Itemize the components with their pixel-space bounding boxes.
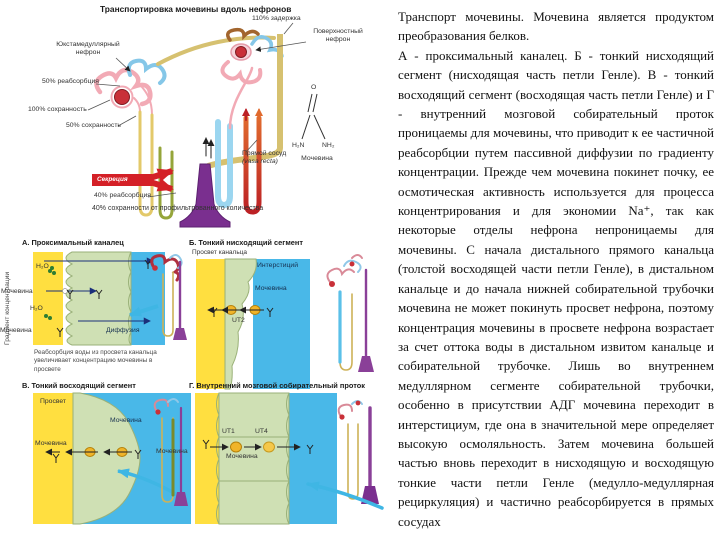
- vasa-recta-latin-label: (vasa recta): [242, 158, 278, 165]
- description-text: [398, 7, 714, 531]
- panel-g-title: Г. Внутренний мозговой собирательный проток: [189, 381, 365, 390]
- diagram-title: Транспортировка мочевины вдоль нефронов: [100, 4, 292, 14]
- urea-molecule-nh2: NH₂: [322, 142, 335, 149]
- panel-a-urea-label-1: Мочевина: [1, 288, 33, 295]
- vasa-recta-label: Прямой сосуд: [242, 150, 287, 157]
- reabsorption-40-label: 40% реабсорбция: [94, 192, 151, 199]
- panel-v-title: В. Тонкий восходящий сегмент: [22, 381, 136, 390]
- description-paragraph-2: А - проксимальный каналец. Б - тонкий нисходящий сегмент (нисходящая часть петли Генле). В - тонкий восходящий сегмент (восходящая часть петли Генле) и Г - внутренний мозговой собирательный проток проницаемы для мочевины, что приводит к ее частичной реабсорбции путем пассивной диффузии по градиенту концентрации. Прежде чем мочевина покинет почку, ее осмотическая активность используется для процесса концентрирования и для экономии Na⁺, так как некоторые отделы нефрона непроницаемы для мочевины. С начала дистального прямого канальца (толстой восходящей части петли Генле), в дистальном канальце и до начала нижней собирательной трубочки мочевина не может покинуть просвет нефрона, поэтому концентрация мочевины в просвете нефрона возрастает за счет оттока воды в дистальном извитом канальце и собирательной трубочке. Лишь во внутреннем медуллярном сегменте собирательной трубочки, особенно в присутствии АДГ мочевина переходит в интерстициум, где она в значительной мере определяет высокую осмоляльность. Затем мочевина большей частью вновь переходит в нисходящую и восходящую тонкие части петли Генле (медулло-медуллярная рециркуляция) и частично реабсорбируется в прямых сосудах: [398, 47, 714, 529]
- juxtamedullary-nephron-label: Юкстамедуллярный нефрон: [56, 41, 120, 57]
- urea-molecule-oxygen: O: [311, 84, 317, 91]
- concentration-gradient-axis-label: Градиент концентрации: [4, 271, 11, 345]
- panel-a-h2o-label-2: H₂O: [30, 305, 43, 312]
- panel-b-urea-label: Мочевина: [255, 285, 287, 292]
- panel-v-urea-label-left: Мочевина: [35, 440, 67, 447]
- superficial-nephron-label: Поверхностный нефрон: [313, 28, 363, 44]
- panel-b-lumen-label: Просвет канальца: [192, 249, 248, 256]
- remaining-50-label: 50% сохранность: [66, 122, 121, 129]
- reabsorption-50-label: 50% реабсорбция: [42, 78, 99, 85]
- panel-a-h2o-label-1: H₂O: [36, 263, 49, 270]
- urea-molecule-h2n: H₂N: [292, 142, 305, 149]
- urea-molecule-bonds: [302, 94, 325, 139]
- panel-a-title: А. Проксимальный каналец: [22, 238, 124, 247]
- panel-b-locator-icon: [327, 255, 374, 372]
- remaining-40-label: 40% сохранности от профильтрованного количества: [92, 205, 264, 212]
- panel-a-urea-label-2: Мочевина: [0, 327, 32, 334]
- panel-a-diffusion-label: Диффузия: [106, 327, 140, 334]
- description-paragraph-1: Транспорт мочевины. Мочевина является продуктом преобразования белков.: [398, 9, 714, 44]
- urea-molecule-name: Мочевина: [301, 155, 333, 162]
- panel-g-ut1-label: UT1: [222, 428, 235, 435]
- panel-g-urea-label-left: Мочевина: [156, 448, 188, 455]
- secretion-arrow-label: Секреция: [97, 176, 128, 183]
- panel-b-title: Б. Тонкий нисходящий сегмент: [189, 238, 303, 247]
- panel-v-urea-label-right: Мочевина: [110, 417, 142, 424]
- panel-b-ut2-label: UT2: [232, 317, 245, 324]
- panel-g-ut4-label: UT4: [255, 428, 268, 435]
- panel-b-interstitium-label: Интерстиций: [257, 262, 299, 269]
- panel-a-caption: Реабсорбция воды из просвета канальца увеличивает концентрацию мочевины в просвете: [34, 349, 157, 373]
- remaining-100-label: 100% сохранность: [28, 106, 87, 113]
- panel-g-urea-label-center: Мочевина: [226, 453, 258, 460]
- panel-v-graphic: [33, 393, 191, 524]
- panel-v-lumen-label: Просвет: [40, 398, 67, 405]
- retention-label: 110% задержка: [252, 15, 301, 22]
